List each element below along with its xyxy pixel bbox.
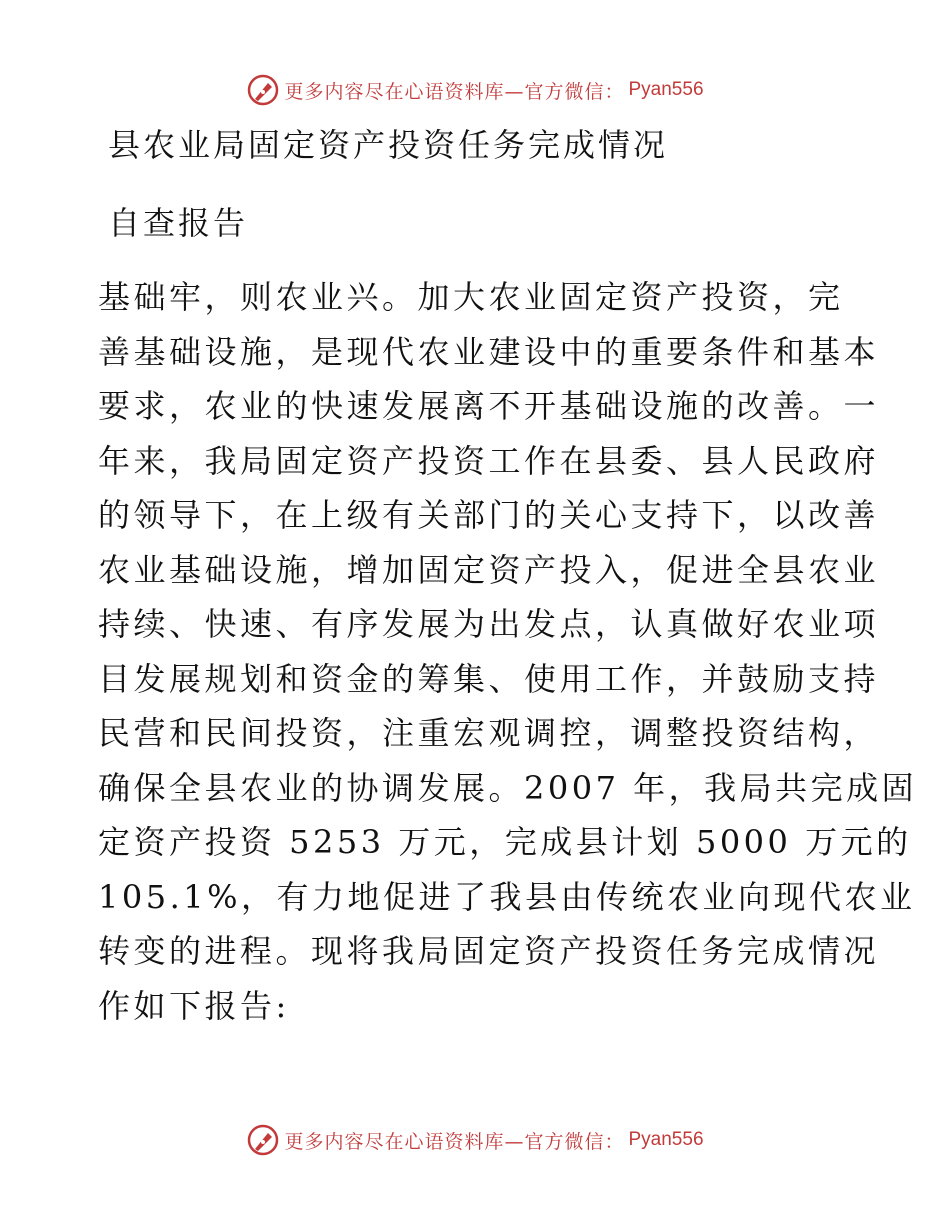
pen-nib-logo-icon (246, 73, 280, 107)
body-line: 定资产投资 5253 万元，完成县计划 5000 万元的 (98, 823, 912, 861)
body-line: 确保全县农业的协调发展。2007 年，我局共完成固 (98, 768, 918, 807)
watermark-wechat-id: Pyan556 (628, 79, 704, 100)
body-line: 持续、快速、有序发展为出发点，认真做好农业项 (98, 605, 880, 643)
watermark-text: 更多内容尽在心语资料库—官方微信： (284, 1130, 625, 1153)
watermark-wechat-id: Pyan556 (628, 1129, 704, 1150)
body-line: 年来，我局固定资产投资工作在县委、县人民政府 (98, 441, 880, 480)
document-body (98, 270, 918, 1033)
body-line: 105.1%，有力地促进了我县由传统农业向现代农业 (98, 877, 916, 916)
body-line: 农业基础设施，增加固定资产投入，促进全县农业 (98, 550, 880, 589)
watermark-banner-bottom (0, 1120, 950, 1160)
body-line: 善基础设施，是现代农业建设中的重要条件和基本 (98, 332, 880, 371)
body-line: 转变的进程。现将我局固定资产投资任务完成情况 (98, 932, 880, 970)
body-line: 目发展规划和资金的筹集、使用工作，并鼓励支持 (98, 659, 880, 698)
body-line: 基础牢，则农业兴。加大农业固定资产投资，完 (98, 278, 844, 316)
watermark-banner-top (0, 70, 950, 110)
document-title: 县农业局固定资产投资任务完成情况 (108, 126, 669, 164)
document-subtitle: 自查报告 (108, 204, 249, 242)
pen-nib-logo-icon (246, 1123, 280, 1157)
body-line: 要求，农业的快速发展离不开基础设施的改善。一 (98, 387, 880, 425)
body-line: 的领导下，在上级有关部门的关心支持下，以改善 (98, 496, 880, 534)
watermark-text: 更多内容尽在心语资料库—官方微信： (284, 80, 625, 103)
body-line: 作如下报告: (98, 986, 290, 1025)
body-line: 民营和民间投资，注重宏观调控，调整投资结构， (98, 714, 880, 752)
